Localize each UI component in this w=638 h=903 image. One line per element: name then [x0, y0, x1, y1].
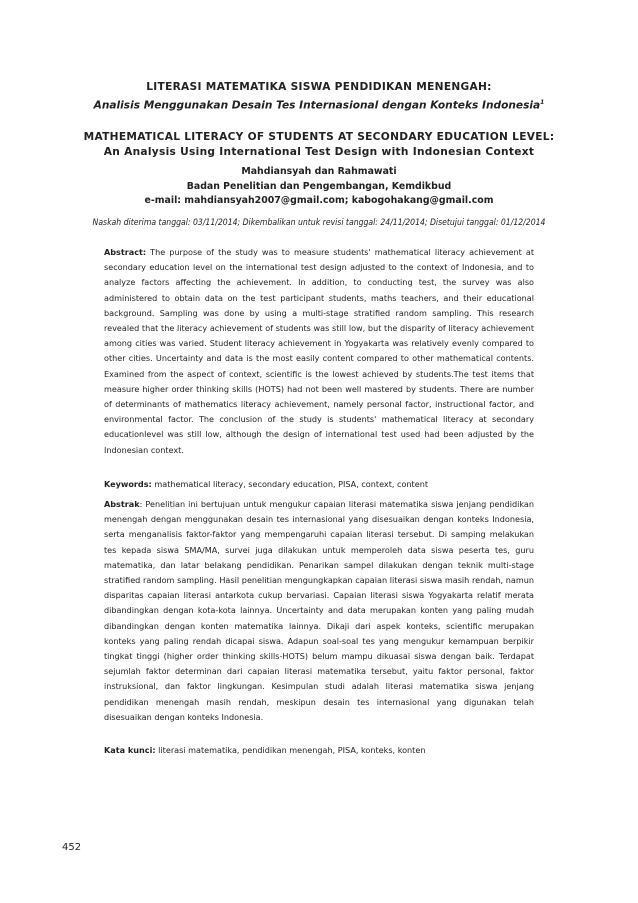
subtitle-indonesian — [60, 95, 578, 114]
kata-kunci-text: literasi matematika, pendidikan menengah, PISA, konteks, konten — [155, 745, 426, 755]
abstract-indonesian — [104, 497, 534, 725]
keywords-label: Keywords: — [104, 479, 152, 489]
author-affiliation: Badan Penelitian dan Pengembangan, Kemdikbud — [186, 180, 452, 192]
keywords-english — [104, 477, 534, 492]
author-names: Mahdiansyah dan Rahmawati — [241, 166, 397, 177]
footnote-marker: 1 — [540, 99, 545, 106]
abstrak-label: Abstrak — [104, 499, 140, 509]
title-indonesian: LITERASI MATEMATIKA SISWA PENDIDIKAN MENENGAH: — [146, 81, 492, 93]
abstract-text: The purpose of the study was to measure students' mathematical literacy achievement at secondary education level on the international test design adjusted to the context of Indonesia, and to analyze factors affecting the achievement. In addition, to conducting test, the survey was also administered to obtain data on the test participant students, maths teachers, and their educational background. Sampling was done by using a multi-stage stratified random sampling. This research revealed that the literacy achievement of students was still low, but the disparity of literacy achievement among cities was varied. Student literacy achievement in Yogyakarta was relatively evenly compared to other cities. Uncertainty and data is the most easily content compared to other mathematical contents. Examined from the aspect of context, scientific is the lowest achieved by students.The test items that measure higher order thinking skills (HOTS) had not been well mastered by students. There are number of determinants of mathematics literacy achievement, namely personal factor, instructional factor, and environmental factor. The conclusion of the study is students' mathematical literacy at secondary educationlevel was still low, although the design of international test used had been adjusted by the Indonesian context. — [104, 247, 534, 455]
keywords-text: mathematical literacy, secondary education, PISA, context, content — [151, 479, 429, 489]
subtitle-english: An Analysis Using International Test Design with Indonesian Context — [103, 145, 535, 158]
abstract-english — [104, 245, 534, 458]
subtitle-indonesian-text: Analisis Menggunakan Desain Tes Internasional dengan Konteks Indonesia — [93, 99, 541, 112]
keywords-indonesian — [104, 743, 534, 758]
author-block — [60, 165, 578, 209]
author-email: e-mail: mahdiansyah2007@gmail.com; kabogohakang@gmail.com — [144, 195, 494, 206]
title-english: MATHEMATICAL LITERACY OF STUDENTS AT SECONDARY EDUCATION LEVEL: — [83, 130, 555, 143]
submission-dates: Naskah diterima tanggal: 03/11/2014; Dikembalikan untuk revisi tanggal: 24/11/2014; Disetujui tanggal: 01/12/2014 — [92, 218, 546, 228]
english-title-block — [60, 130, 578, 160]
abstract-label: Abstract: — [104, 247, 147, 257]
abstrak-text: : Penelitian ini bertujuan untuk mengukur capaian literasi matematika siswa jenjang pendidikan menengah dengan menggunakan desain tes internasional yang disesuaikan dengan konteks Indonesia, serta menganalisis faktor-faktor yang mempengaruhi capaian literasi tersebut. Di samping melakukan tes kepada siswa SMA/MA, survei juga dilakukan untuk memperoleh data siswa peserta tes, guru matematika, dan latar belakang pendidikan. Penarikan sampel dilakukan dengan teknik multi-stage stratified random sampling. Hasil penelitian mengungkapkan capaian literasi siswa masih rendah, namun disparitas capaian literasi antarkota cukup bervariasi. Capaian literasi siswa Yogyakarta relatif merata dibandingkan dengan kota-kota lainnya. Uncertainty and data merupakan konten yang paling mudah dibandingkan dengan konten matematika lainnya. Dikaji dari aspek konteks, scientific merupakan konteks yang paling rendah dicapai siswa. Adapun soal-soal tes yang mengukur kemampuan berpikir tingkat tinggi (higher order thinking skills-HOTS) belum mampu dikuasai siswa dengan baik. Terdapat sejumlah faktor determinan dari capaian literasi matematika tersebut, yaitu faktor personal, faktor instruksional, dan faktor lingkungan. Kesimpulan studi adalah literasi matematika siswa jenjang pendidikan menengah masih rendah, meskipun desain tes internasional yang digunakan telah disesuaikan dengan konteks Indonesia. — [104, 499, 534, 722]
kata-kunci-label: Kata kunci: — [104, 745, 156, 755]
title-block — [60, 80, 578, 160]
page-number: 452 — [62, 842, 82, 853]
